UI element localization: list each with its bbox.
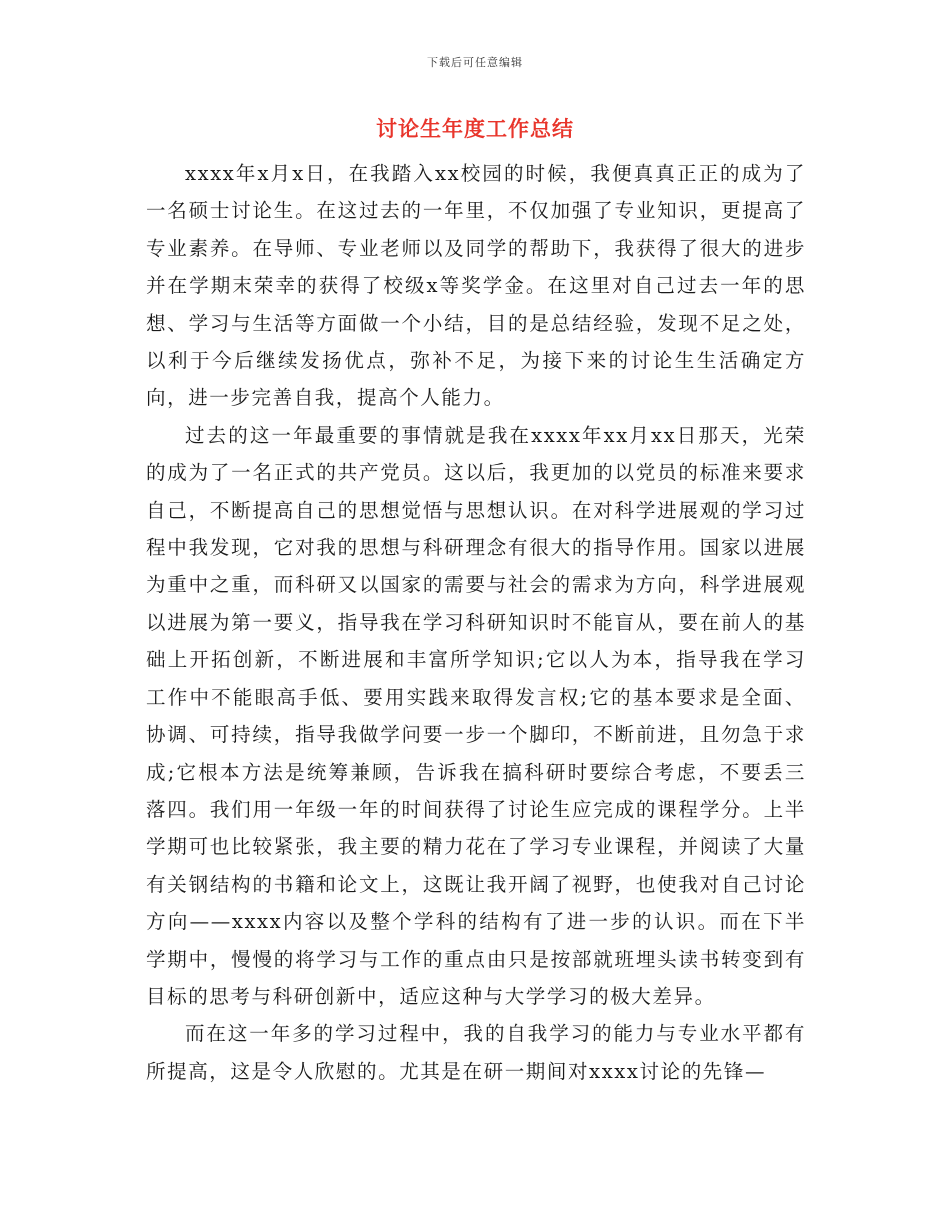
paragraph-2: 过去的这一年最重要的事情就是我在xxxx年xx月xx日那天，光荣的成为了一名正式的共产党员。这以后，我更加的以党员的标准来要求自己，不断提高自己的思想觉悟与思想认识。在对科学进展观的学习过程中我发现，它对我的思想与科研理念有很大的指导作用。国家以进展为重中之重，而科研又以国家的需要与社会的需求为方向，科学进展观以进展为第一要义，指导我在学习科研知识时不能盲从，要在前人的基础上开拓创新，不断进展和丰富所学知识;它以人为本，指导我在学习工作中不能眼高手低、要用实践来取得发言权;它的基本要求是全面、协调、可持续，指导我做学问要一步一个脚印，不断前进，且勿急于求成;它根本方法是统筹兼顾，告诉我在搞科研时要综合考虑，不要丢三落四。我们用一年级一年的时间获得了讨论生应完成的课程学分。上半学期可也比较紧张，我主要的精力花在了学习专业课程，并阅读了大量有关钢结构的书籍和论文上，这既让我开阔了视野，也使我对自己讨论方向——xxxx内容以及整个学科的结构有了进一步的认识。而在下半学期中，慢慢的将学习与工作的重点由只是按部就班埋头读书转变到有目标的思考与科研创新中，适应这种与大学学习的极大差异。 [146, 423, 806, 1008]
paragraph-1: xxxx年x月x日，在我踏入xx校园的时候，我便真真正正的成为了一名硕士讨论生。在这过去的一年里，不仅加强了专业知识，更提高了专业素养。在导师、专业老师以及同学的帮助下，我获得了很大的进步并在学期末荣幸的获得了校级x等奖学金。在这里对自己过去一年的思想、学习与生活等方面做一个小结，目的是总结经验，发现不足之处，以利于今后继续发扬优点，弥补不足，为接下来的讨论生生活确定方向，进一步完善自我，提高个人能力。 [146, 162, 806, 410]
paragraph-3: 而在这一年多的学习过程中，我的自我学习的能力与专业水平都有所提高，这是令人欣慰的。尤其是在研一期间对xxxx讨论的先锋— [146, 1022, 806, 1083]
document-title: 讨论生年度工作总结 [376, 116, 574, 141]
document-body [146, 155, 806, 1090]
header-note: 下载后可任意编辑 [427, 56, 523, 69]
